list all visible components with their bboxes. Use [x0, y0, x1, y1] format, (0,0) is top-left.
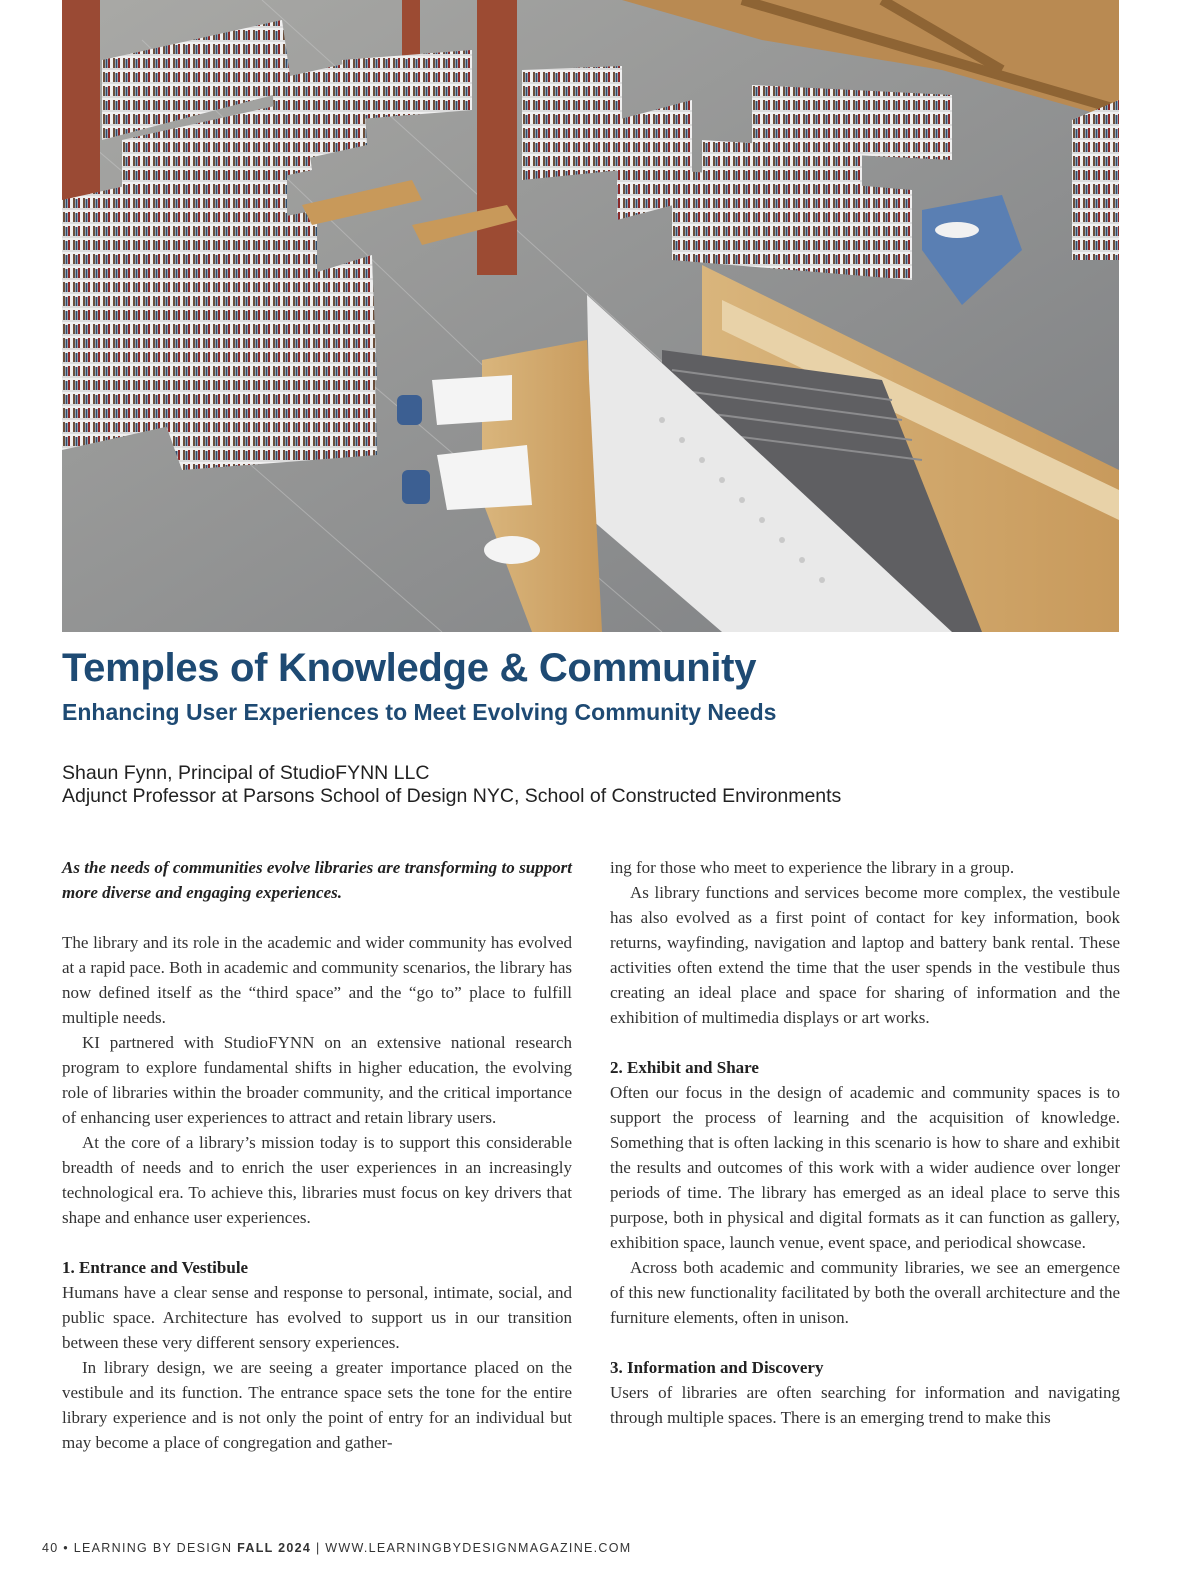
body-paragraph: In library design, we are seeing a greater importance placed on the vestibule and its function. The entrance space sets the tone for the entire library experience and is not only the point of entry for an individual but may become a place of congregation and gather- [62, 1358, 572, 1452]
section-heading-entrance: 1. Entrance and Vestibule [62, 1258, 249, 1277]
left-column [62, 855, 572, 1455]
body-paragraph: ing for those who meet to experience the library in a group. [610, 858, 1015, 877]
library-interior-illustration [62, 0, 1119, 632]
section-heading-exhibit: 2. Exhibit and Share [610, 1058, 759, 1077]
section-heading-information: 3. Information and Discovery [610, 1358, 824, 1377]
lead-paragraph: As the needs of communities evolve libraries are transforming to support more diverse and engaging experiences. [62, 858, 572, 902]
author-affiliation-line: Adjunct Professor at Parsons School of Design NYC, School of Constructed Environments [62, 785, 842, 807]
body-paragraph: Often our focus in the design of academic and community spaces is to support the process of learning and the acquisition of knowledge. Something that is often lacking in this scenario is how to share and exhibit the results and outcomes of this work with a wider audience over longer periods of time. The library has emerged as an ideal place to serve this purpose, both in physical and digital formats as it can function as gallery, exhibition space, launch venue, event space, and periodical showcase. [610, 1083, 1120, 1252]
body-paragraph: KI partnered with StudioFYNN on an extensive national research program to explore fundamental shifts in higher education, the evolving role of libraries within the broader community, and the critical importance of enhancing user experiences to attract and retain library users. [62, 1033, 572, 1127]
body-paragraph: At the core of a library’s mission today is to support this considerable breadth of needs and to enrich the user experiences in an increasingly technological era. To achieve this, libraries must focus on key drivers that shape and enhance user experiences. [62, 1133, 572, 1227]
body-paragraph: The library and its role in the academic and wider community has evolved at a rapid pace. Both in academic and community scenarios, the library has now defined itself as the “third space” and the “go to” place to fulfill multiple needs. [62, 933, 572, 1027]
footer-divider: | [315, 1541, 321, 1555]
body-paragraph: Humans have a clear sense and response to personal, intimate, social, and public space. Architecture has evolved to support us in our transition between these very different sensory experiences. [62, 1283, 572, 1352]
article-title: Temples of Knowledge & Community [62, 646, 757, 690]
magazine-website-link[interactable]: WWW.LEARNINGBYDESIGNMAGAZINE.COM [325, 1541, 632, 1555]
issue-label: FALL 2024 [237, 1541, 312, 1555]
page-number: 40 [42, 1541, 59, 1555]
body-paragraph: As library functions and services become more complex, the vestibule has also evolved as a first point of contact for key information, book returns, wayfinding, navigation and laptop and battery bank rental. These activities often extend the time that the user spends in the vestibule thus creating an ideal place and space for sharing of information and the exhibition of multimedia displays or art works. [610, 883, 1120, 1027]
footer-bullet: • [63, 1541, 69, 1555]
body-paragraph: Users of libraries are often searching for information and navigating through multiple spaces. There is an emerging trend to make this [610, 1383, 1120, 1427]
body-paragraph: Across both academic and community libraries, we see an emergence of this new functionality facilitated by both the overall architecture and the furniture elements, often in unison. [610, 1258, 1120, 1327]
right-column [610, 855, 1120, 1430]
hero-photo [62, 0, 1119, 632]
author-block [62, 762, 841, 808]
article-subtitle: Enhancing User Experiences to Meet Evolving Community Needs [62, 699, 777, 725]
magazine-name: LEARNING BY DESIGN [73, 1541, 233, 1555]
page-footer [42, 1541, 632, 1555]
author-name-line: Shaun Fynn, Principal of StudioFYNN LLC [62, 762, 430, 784]
